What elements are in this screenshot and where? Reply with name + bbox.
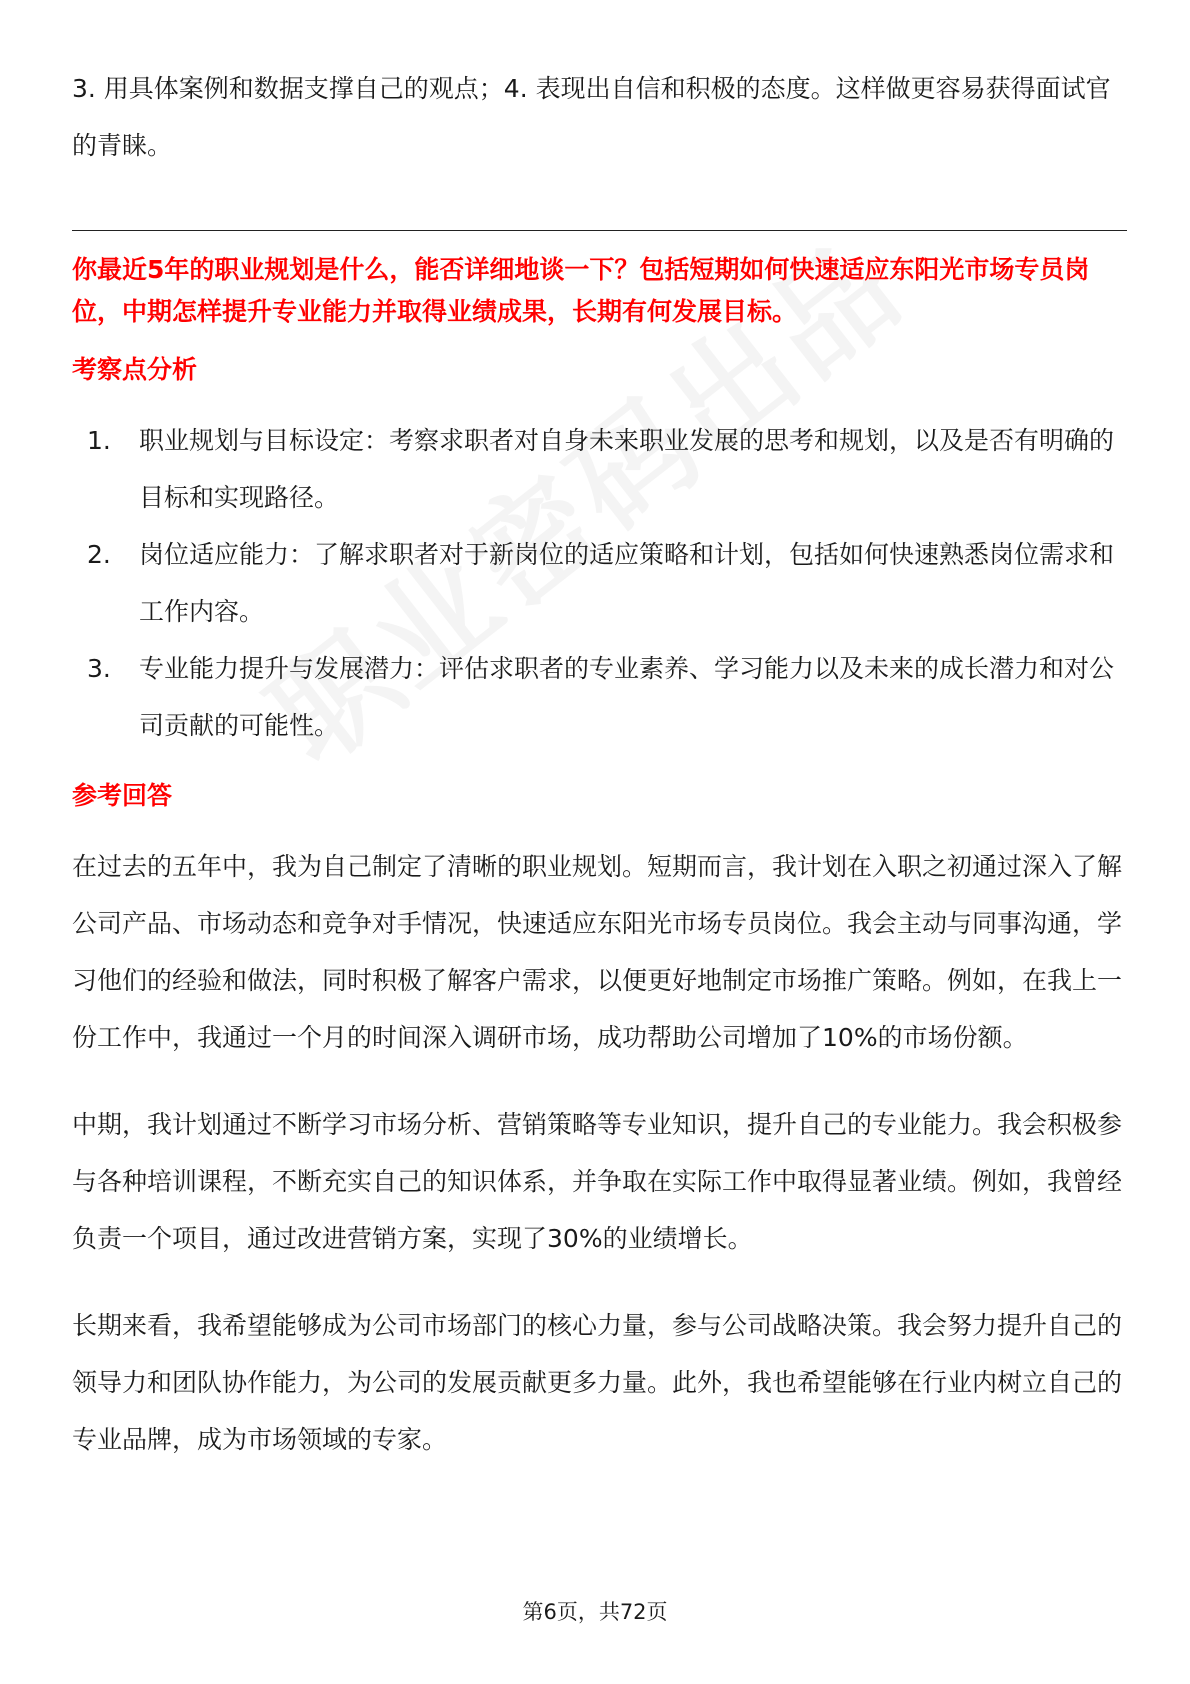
analysis-points-list	[72, 412, 1127, 754]
document-page	[72, 60, 1127, 1468]
interview-question: 你最近5年的职业规划是什么，能否详细地谈一下？包括短期如何快速适应东阳光市场专员岗位，中期怎样提升专业能力并取得业绩成果，长期有何发展目标。	[72, 255, 1090, 326]
point-number: 3.	[87, 654, 111, 683]
point-number: 2.	[87, 540, 111, 569]
point-text: 岗位适应能力：了解求职者对于新岗位的适应策略和计划，包括如何快速熟悉岗位需求和工作内容。	[139, 540, 1115, 626]
answer-heading: 参考回答	[72, 781, 173, 810]
intro-paragraph: 3. 用具体案例和数据支撑自己的观点；4. 表现出自信和积极的态度。这样做更容易获得面试官的青睐。	[72, 74, 1111, 160]
analysis-heading: 考察点分析	[72, 355, 198, 384]
page-number: 第6页，共72页	[522, 1600, 668, 1624]
analysis-point	[72, 640, 1127, 754]
analysis-point	[72, 526, 1127, 640]
answer-paragraph-long-term: 长期来看，我希望能够成为公司市场部门的核心力量，参与公司战略决策。我会努力提升自己的领导力和团队协作能力，为公司的发展贡献更多力量。此外，我也希望能够在行业内树立自己的专业品牌，成为市场领域的专家。	[72, 1311, 1123, 1454]
point-text: 专业能力提升与发展潜力：评估求职者的专业素养、学习能力以及未来的成长潜力和对公司贡献的可能性。	[139, 654, 1115, 740]
analysis-point	[72, 412, 1127, 526]
point-number: 1.	[87, 426, 111, 455]
point-text: 职业规划与目标设定：考察求职者对自身未来职业发展的思考和规划，以及是否有明确的目标和实现路径。	[139, 426, 1115, 512]
section-divider	[72, 230, 1127, 231]
answer-paragraph-mid-term: 中期，我计划通过不断学习市场分析、营销策略等专业知识，提升自己的专业能力。我会积极参与各种培训课程，不断充实自己的知识体系，并争取在实际工作中取得显著业绩。例如，我曾经负责一个项目，通过改进营销方案，实现了30%的业绩增长。	[72, 1110, 1123, 1253]
answer-paragraph-short-term: 在过去的五年中，我为自己制定了清晰的职业规划。短期而言，我计划在入职之初通过深入了解公司产品、市场动态和竞争对手情况，快速适应东阳光市场专员岗位。我会主动与同事沟通，学习他们的经验和做法，同时积极了解客户需求，以便更好地制定市场推广策略。例如，在我上一份工作中，我通过一个月的时间深入调研市场，成功帮助公司增加了10%的市场份额。	[72, 852, 1123, 1052]
